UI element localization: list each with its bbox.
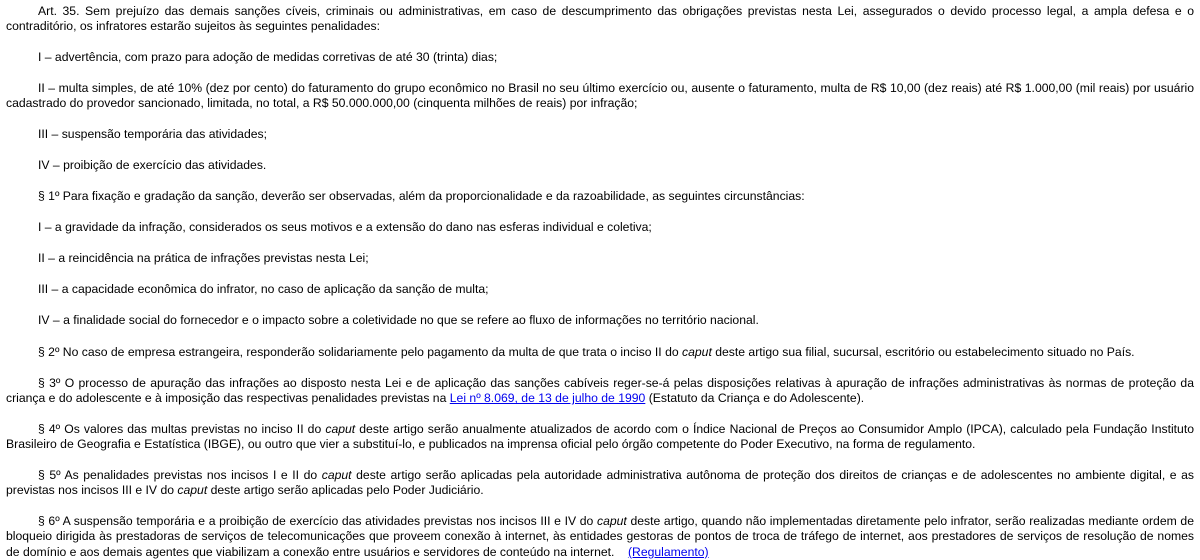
paragraph-6-text-a: § 6º A suspensão temporária e a proibição de exercício das atividades previstas nos incisos III e IV do (38, 514, 597, 528)
paragraph-1-item-i: I – a gravidade da infração, considerados os seus motivos e a extensão do dano nas esferas individual e coletiva; (38, 220, 652, 234)
caput-term: caput (177, 483, 208, 498)
caput-term: caput (596, 514, 627, 528)
caput-term: caput (682, 345, 712, 359)
paragraph-5-text-c: deste artigo serão aplicadas pelo Poder Judiciário. (207, 483, 484, 498)
caput-term: caput (325, 422, 356, 436)
paragraph-3 (6, 376, 1194, 407)
paragraph-5-text-b: deste artigo serão aplicadas pela autoridade administrativa autônoma de proteção dos direitos de crianças e de adolescentes no ambiente digital, e as previstas nos incisos III e IV do (6, 468, 1195, 498)
item-ii: II – multa simples, de até 10% (dez por cento) do faturamento do grupo econômico no Brasil no seu último exercício ou, ausente o faturamento, multa de R$ 10,00 (dez reais) até R$ 1.000,00 (mil reais) por usuário cadastrado do provedor sancionado, limitada, no total, a R$ 50.000.000,00 (cinquenta milhões de reais) por infração; (6, 81, 1194, 111)
paragraph-3-text-a: § 3º O processo de apuração das infrações ao disposto nesta Lei e de aplicação das sanções cabíveis reger-se-á pelas disposições relativas à apuração de infrações administrativas às normas de proteção da criança e do adolescente e à imposição das respectivas penalidades previstas na (6, 376, 1194, 406)
law-8069-link[interactable]: Lei nº 8.069, de 13 de julho de 1990 (449, 391, 646, 406)
paragraph-4-text-a: § 4º Os valores das multas previstas no inciso II do (38, 422, 326, 436)
paragraph-2-text-a: § 2º No caso de empresa estrangeira, responderão solidariamente pelo pagamento da multa de que trata o inciso II do (38, 345, 683, 359)
item-iii: III – suspensão temporária das atividades; (38, 127, 267, 141)
paragraph-2-text-b: deste artigo sua filial, sucursal, escritório ou estabelecimento situado no País. (711, 345, 1135, 359)
paragraph-1-item-iii: III – a capacidade econômica do infrator, no caso de aplicação da sanção de multa; (38, 282, 489, 296)
regulamento-link[interactable]: (Regulamento) (627, 544, 709, 559)
paragraph-5 (6, 468, 1194, 499)
paragraph-1-item-iv: IV – a finalidade social do fornecedor e o impacto sobre a coletividade no que se refere ao fluxo de informações no território nacional. (38, 313, 759, 327)
caput-term: caput (321, 468, 352, 482)
paragraph-1-item-ii: II – a reincidência na prática de infrações previstas nesta Lei; (38, 251, 369, 265)
article-35-caput: Art. 35. Sem prejuízo das demais sanções cíveis, criminais ou administrativas, em caso de descumprimento das obrigações previstas nesta Lei, assegurados o devido processo legal, a ampla defesa e o contraditório, os infratores estarão sujeitos às seguintes penalidades: (6, 4, 1194, 34)
paragraph-4-text-b: deste artigo serão anualmente atualizados de acordo com o Índice Nacional de Preços ao Consumidor Amplo (IPCA), calculado pela Fundação Instituto Brasileiro de Geografia e Estatística (IBGE), ou outro que vier a substituí-lo, e publicados na imprensa oficial pelo órgão competente do Poder Executivo, na forma de regulamento. (6, 422, 1194, 452)
paragraph-4 (6, 422, 1194, 453)
item-iv: IV – proibição de exercício das atividades. (38, 158, 267, 172)
paragraph-2 (6, 345, 1194, 360)
paragraph-3-text-b: (Estatuto da Criança e do Adolescente). (645, 391, 865, 406)
paragraph-6 (6, 514, 1194, 560)
paragraph-6-text-b: deste artigo, quando não implementadas diretamente pelo infrator, serão realizadas mediante ordem de bloqueio dirigida às prestadoras de serviços de telecomunicações que proveem conexão à internet, às entidades gestoras de pontos de troca de tráfego de internet, aos prestadores de serviços de resolução de nomes de domínio e aos demais agentes que viabilizam a conexão entre usuários e servidores de conteúdo na internet. (6, 514, 1194, 559)
paragraph-5-text-a: § 5º As penalidades previstas nos incisos I e II do (38, 468, 322, 482)
item-i: I – advertência, com prazo para adoção de medidas corretivas de até 30 (trinta) dias; (38, 50, 498, 64)
paragraph-1: § 1º Para fixação e gradação da sanção, deverão ser observadas, além da proporcionalidade e da razoabilidade, as seguintes circunstâncias: (38, 189, 805, 203)
